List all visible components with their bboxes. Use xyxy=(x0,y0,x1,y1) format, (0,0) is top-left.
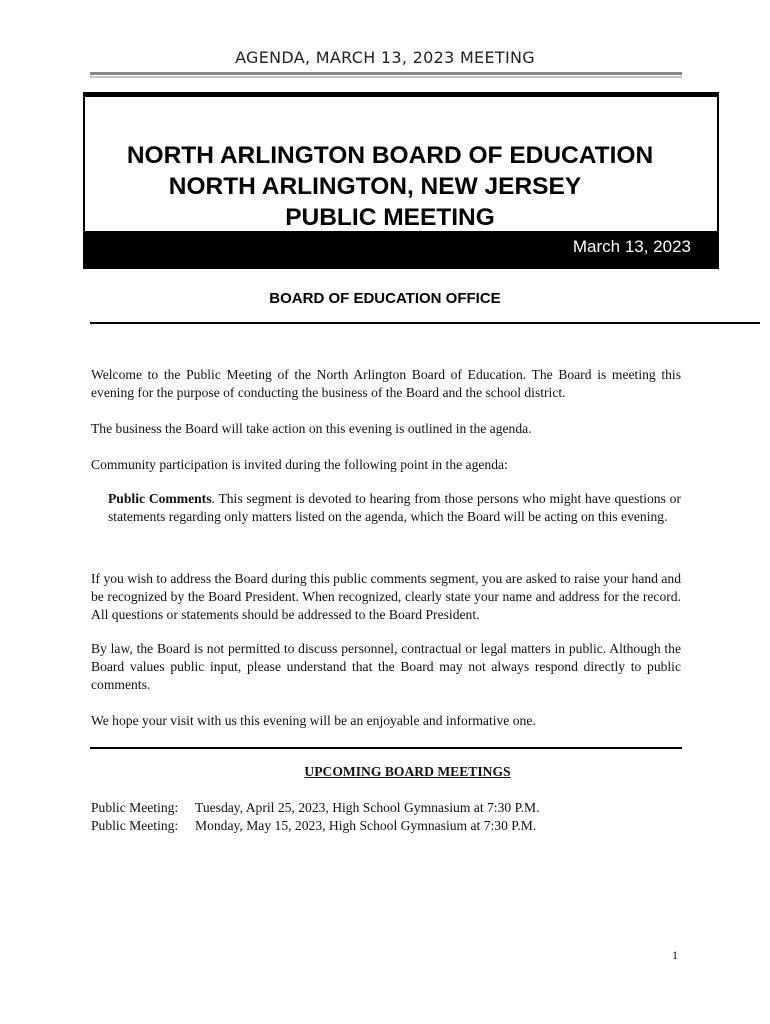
meeting-detail: Monday, May 15, 2023, High School Gymnasium at 7:30 P.M. xyxy=(195,818,537,833)
meeting-label: Public Meeting: xyxy=(91,818,179,833)
meeting-label: Public Meeting: xyxy=(91,800,179,815)
title-box xyxy=(83,92,719,269)
page-number: 1 xyxy=(672,948,678,962)
office-heading: BOARD OF EDUCATION OFFICE xyxy=(269,290,501,307)
header-divider xyxy=(90,72,682,75)
date-band xyxy=(85,231,717,269)
header-divider-shadow xyxy=(90,76,682,78)
law-paragraph: By law, the Board is not permitted to discuss personnel, contractual or legal matters in public. Although the Board values public input, please understand that the Board may not always respond directly to public comments. xyxy=(91,641,681,692)
public-comments-label: Public Comments xyxy=(108,491,212,506)
page-header-title: AGENDA, MARCH 13, 2023 MEETING xyxy=(235,48,535,67)
meeting-date: March 13, 2023 xyxy=(572,237,691,256)
participation-paragraph: Community participation is invited during the following point in the agenda: xyxy=(91,457,508,472)
meetings-divider xyxy=(90,747,682,749)
board-name: NORTH ARLINGTON BOARD OF EDUCATION xyxy=(126,142,654,169)
meeting-item xyxy=(91,799,540,817)
business-paragraph: The business the Board will take action on this evening is outlined in the agenda. xyxy=(91,421,532,436)
meeting-item xyxy=(91,817,536,835)
visit-paragraph: We hope your visit with us this evening will be an enjoyable and informative one. xyxy=(91,713,536,728)
address-paragraph: If you wish to address the Board during this public comments segment, you are asked to raise your hand and be recognized by the Board President. When recognized, clearly state your name and address for the record. All questions or statements should be addressed to the Board President. xyxy=(91,571,681,622)
public-comments-paragraph xyxy=(108,490,681,526)
upcoming-meetings-heading: UPCOMING BOARD MEETINGS xyxy=(304,764,511,779)
meeting-detail: Tuesday, April 25, 2023, High School Gymnasium at 7:30 P.M. xyxy=(195,800,540,815)
welcome-paragraph: Welcome to the Public Meeting of the North Arlington Board of Education. The Board is meeting this evening for the purpose of conducting the business of the Board and the school district. xyxy=(91,367,681,400)
board-location: NORTH ARLINGTON, NEW JERSEY xyxy=(168,173,582,200)
meeting-type: PUBLIC MEETING xyxy=(285,204,495,231)
office-divider xyxy=(90,322,760,324)
public-comments-text: . This segment is devoted to hearing from those persons who might have questions or statements regarding only matters listed on the agenda, which the Board will be acting on this evening. xyxy=(108,491,681,524)
